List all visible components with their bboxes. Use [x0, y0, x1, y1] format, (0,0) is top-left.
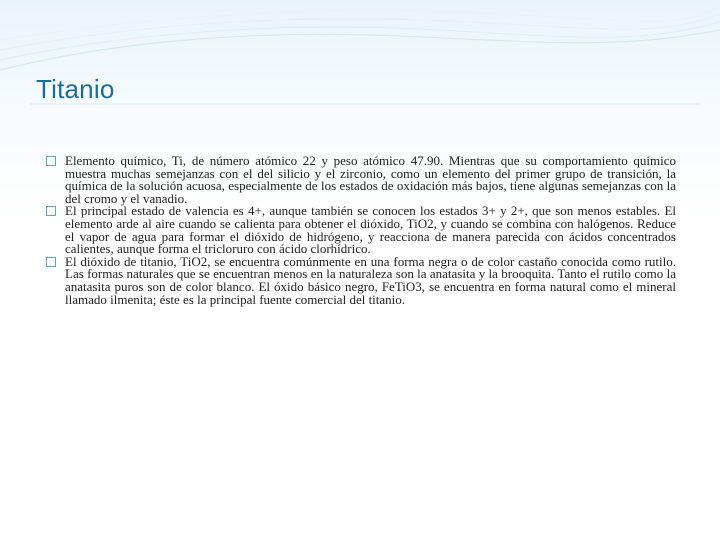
bullet-text: El dióxido de titanio, TiO2, se encuentra comúnmente en una forma negra o de color castaño conocida como rutilo. Las formas naturales que se encuentran menos en la naturaleza son la anatasita y la brooquita. Tanto el rutilo como la anatasita puros son de color blanco. El óxido básico negro, FeTiO3, se encuentra en forma natural como el mineral llamado ilmenita; éste es la principal fuente comercial del titanio.: [65, 253, 676, 307]
list-item: [46, 253, 676, 307]
slide-title: Titanio: [36, 74, 115, 104]
list-item: [46, 155, 676, 205]
bullet-text: Elemento químico, Ti, de número atómico 22 y peso atómico 47.90. Mientras que su comportamiento químico muestra muchas semejanzas con el del silicio y el zirconio, como un elemento del primer grupo de transición, la química de la solución acuosa, especialmente de los estados de oxidación más bajos, tiene algunas semejanzas con la del cromo y el vanadio.: [65, 153, 676, 206]
hollow-square-bullet-icon: [46, 257, 56, 267]
bullet-text: El principal estado de valencia es 4+, aunque también se conocen los estados 3+ y 2+, que son menos estables. El elemento arde al aire cuando se calienta para obtener el dióxido, TiO2, y cuando se combina con halógenos. Reduce el vapor de agua para formar el dióxido de hidrógeno, y reacciona de manera parecida con ácidos concentrados calientes, aunque forma el tricloruro con ácido clorhídrico.: [65, 203, 676, 257]
list-item: [46, 205, 676, 255]
hollow-square-bullet-icon: [46, 156, 56, 166]
hollow-square-bullet-icon: [46, 206, 56, 216]
bullet-list: [46, 155, 676, 306]
